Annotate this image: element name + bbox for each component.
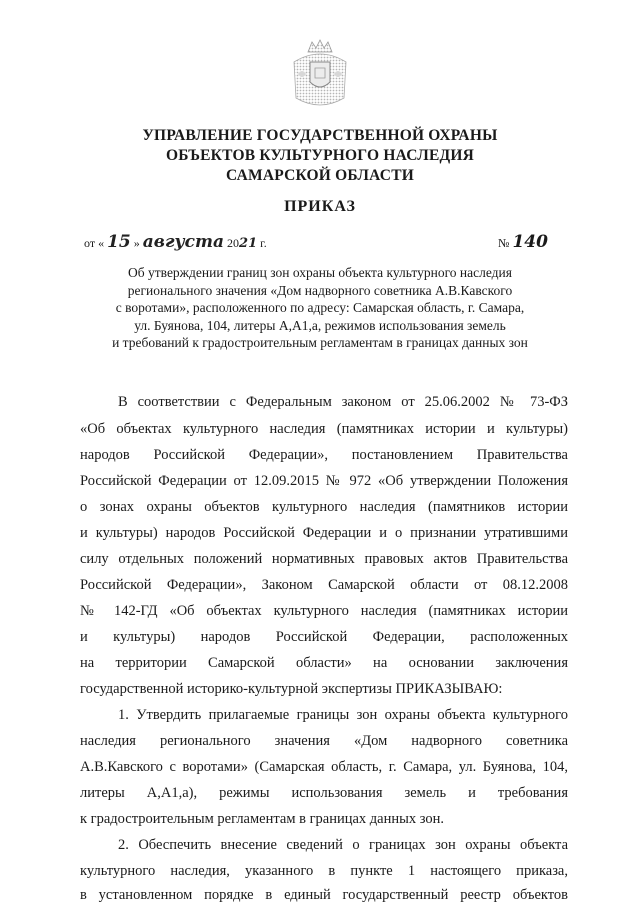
body-line: «Об объектах культурного наследия (памятниках истории и культуры) [80,421,568,437]
subject-line: регионального значения «Дом надворного советника А.В.Кавского [127,282,513,298]
body-line: в установленном порядке в единый государственный реестр объектов [80,887,568,903]
document-date [84,232,267,252]
date-year: 21 [239,236,258,251]
agency-name-line-1: УПРАВЛЕНИЕ ГОСУДАРСТВЕННОЙ ОХРАНЫ [142,127,498,144]
body-line: силу отдельных положений нормативных правовых актов Правительства [80,551,568,567]
body-line: Российской Федерации от 12.09.2015 № 972 «Об утверждении Положения [80,473,568,489]
date-year-prefix: 20 [227,236,240,250]
agency-name-line-3: САМАРСКОЙ ОБЛАСТИ [225,167,414,184]
body-line: наследия регионального значения «Дом надворного советника [80,733,568,749]
agency-name-line-2: ОБЪЕКТОВ КУЛЬТУРНОГО НАСЛЕДИЯ [165,147,475,164]
date-month: августа [142,232,225,252]
body-line: и культуры) народов Российской Федерации, расположенных [80,629,568,645]
coat-of-arms-icon [284,38,356,114]
body-line: о зонах охраны объектов культурного наследия (памятников истории [80,499,568,515]
subject-line: с воротами», расположенного по адресу: Самарская область, г. Самара, [115,300,525,315]
body-line: культурного наследия, указанного в пункте 1 настоящего приказа, [80,863,568,879]
body-line: А.В.Кавского с воротами» (Самарская область, г. Самара, ул. Буянова, 104, [80,759,568,775]
subject-line: ул. Буянова, 104, литеры А,А1,а, режимов использования земель [134,317,506,333]
body-line: к градостроительным регламентам в границах данных зон. [80,811,445,827]
date-prefix: от « [84,236,105,250]
number-value: 140 [512,232,548,252]
document-title: ПРИКАЗ [284,198,356,215]
body-line: на территории Самарской области» на основании заключения [80,655,568,671]
date-day: 15 [107,232,131,252]
body-line: № 142-ГД «Об объектах культурного наследия (памятниках истории [80,603,568,619]
body-line: В соответствии с Федеральным законом от 25.06.2002 № 73-ФЗ [118,394,568,410]
document-subject [80,264,560,352]
subject-line: Об утверждении границ зон охраны объекта культурного наследия [128,265,512,280]
body-line: литеры А,А1,а), режимы использования земель и требования [80,785,568,801]
body-line: 1. Утвердить прилагаемые границы зон охраны объекта культурного [118,707,568,723]
body-line: и культуры) народов Российской Федерации и о признании утратившими [80,525,568,541]
body-line: народов Российской Федерации», постановлением Правительства [80,447,568,463]
date-year-suffix: г. [260,236,267,250]
document-number [498,232,548,252]
body-line: государственной историко-культурной экспертизы ПРИКАЗЫВАЮ: [80,681,503,697]
number-prefix: № [498,236,510,250]
date-separator: » [133,236,140,250]
body-line: Российской Федерации», Законом Самарской области от 08.12.2008 [80,577,568,593]
subject-line: и требований к градостроительным регламентам в границах данных зон [112,335,528,350]
body-line: 2. Обеспечить внесение сведений о границах зон охраны объекта [118,837,568,853]
